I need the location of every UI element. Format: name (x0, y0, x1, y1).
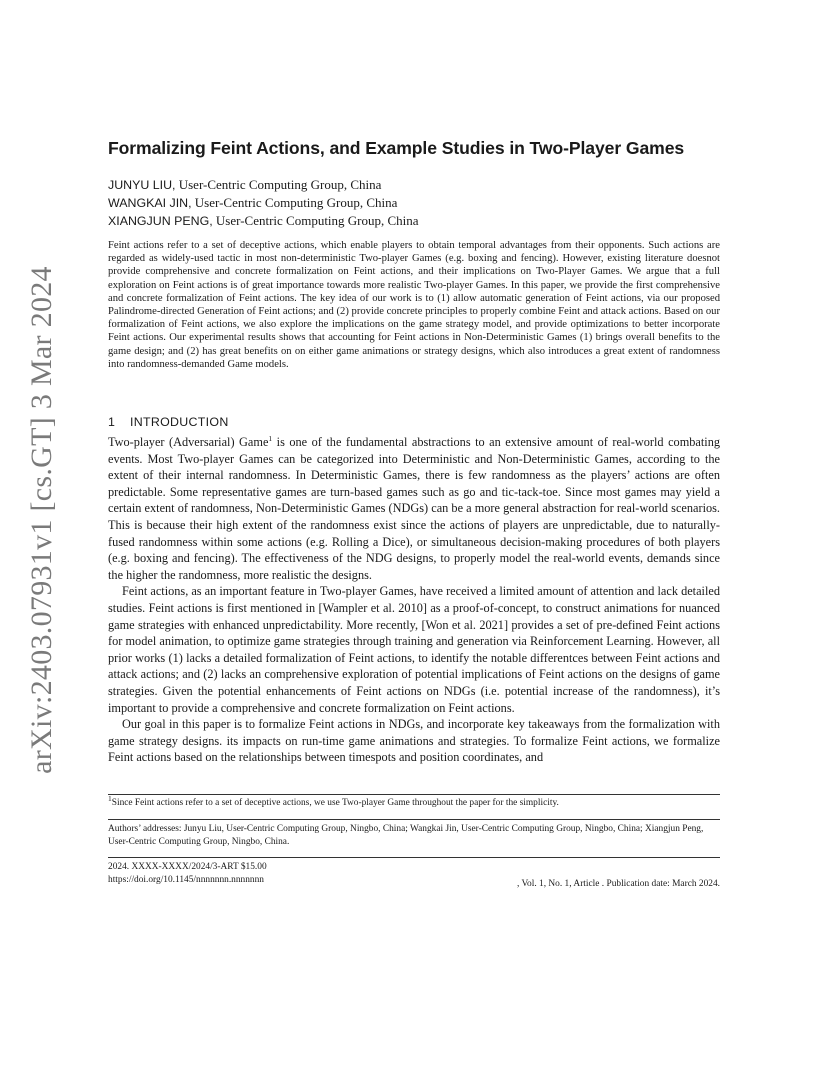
paragraph-3: Our goal in this paper is to formalize Feint actions in NDGs, and incorporate key takeaways from the formalization with game strategy designs. its impacts on run-time game animations and strategies. To formalize Feint actions, we formalize Feint actions based on the relationships between timespots and position coordinates, and (108, 717, 720, 765)
author-affiliation: User-Centric Computing Group, China (175, 177, 382, 192)
body-text (108, 434, 720, 766)
arxiv-stamp-text: arXiv:2403.07931v1 [cs.GT] 3 Mar 2024 (25, 266, 58, 774)
paragraph-text: is one of the fundamental abstractions to an extensive amount of real-world combating events. Most Two-player Games can be categorized into Deterministic and Non-Deterministic Games, according to the extent of their internal randomness. In Deterministic Games, there is few randomness as the players’ actions are often predictable. Some representative games are turn-based games such as go and tic-tack-toe. Since most games may yield a certain extent of randomness, Non-Deterministic Games (NDGs) can be a more general abstraction for real-world scenarios. This is because their high extent of the randomness exist since the actions of players are unpredictable, due to naturally-fused randomness within some actions (e.g. Rolling a Dice), or simultaneous decision-making procedures of both players (e.g. boxing and fencing). The effectiveness of the NDG designs, to properly model the real-world events, demands since the higher the randomness, more realistic the designs. (108, 435, 720, 582)
publication-info: , Vol. 1, No. 1, Article . Publication date: March 2024. (516, 879, 720, 889)
author-affiliation: User-Centric Computing Group, China (191, 195, 398, 210)
footnote-text: Since Feint actions refer to a set of deceptive actions, we use Two-player Game throughout the paper for the simplicity. (111, 798, 559, 808)
price-line: 2024. XXXX-XXXX/2024/3-ART $15.00 (108, 862, 267, 872)
section-title: INTRODUCTION (130, 415, 229, 429)
paragraph-1 (108, 434, 720, 583)
author-name: WANGKAI JIN, (108, 196, 192, 210)
author-list (108, 176, 720, 230)
author-name: JUNYU LIU, (108, 178, 176, 192)
section-heading (108, 415, 720, 429)
author-1 (108, 176, 720, 194)
author-3 (108, 212, 720, 230)
paragraph-2: Feint actions, as an important feature in Two-player Games, have received a limited amount of attention and lack detailed studies. Feint actions is first mentioned in [Wampler et al. 2010] as a proof-of-concept, to construct animations for nuanced game strategies with enhanced unpredictability. More recently, [Won et al. 2021] provides a set of pre-defined Feint actions for model animation, to optimize game strategies through training and generation via Reinforcement Learning. However, all prior works (1) lacks a detailed formalization of Feint actions, to identify the notable differentces between Feint actions and attack actions; and (2) lacks an comprehensive exploration of potential implications of Feint actions on the designs of game strategies. Given the potential enhancements of Feint actions on NDGs (i.e. potential increase of the randomness), it’s important to provide a comprehensive and concrete formalization on Feint actions. (108, 584, 720, 715)
paragraph-text: Two-player (Adversarial) Game (108, 435, 269, 449)
author-affiliation: User-Centric Computing Group, China (212, 213, 419, 228)
author-addresses: Authors’ addresses: Junyu Liu, User-Centric Computing Group, Ningbo, China; Wangkai Jin, User-Centric Computing Group, Ningbo, China; Xiangjun Peng, User-Centric Computing Group, Ningbo, China. (108, 824, 704, 847)
arxiv-stamp (22, 266, 62, 774)
doi-link[interactable]: https://doi.org/10.1145/nnnnnnn.nnnnnnn (108, 875, 264, 885)
footnote (108, 793, 720, 808)
abstract: Feint actions refer to a set of deceptive actions, which enable players to obtain temporal advantages from their opponents. Such actions are regarded as widely-used tactic in most non-deterministic Two-player Games (e.g. boxing and fencing). However, existing literature doesnot provide comprehensive and concrete formalization on Feint actions, and their implications on Two-Player Games. We argue that a full exploration on Feint actions is of great importance towards more realistic Two-player Games. In this paper, we provide the first comprehensive and concrete formalization of Feint actions. The key idea of our work is to (1) allow automatic generation of Feint actions, via our proposed Palindrome-directed Generation of Feint actions; and (2) provide concrete principles to properly combine Feint and attack actions. Based on our formalization of Feint actions, we also explore the implications on the game strategy model, and provide optimizations to better incorporate Feint actions. Our experimental results shows that accounting for Feint actions in Non-Deterministic Games (1) brings overall benefits to the game design; and (2) has great benefits on on either game animations or strategy designs, which also introduces a great extent of randomness into randomness-demanded Game models. (108, 240, 720, 370)
meta-divider (108, 857, 720, 858)
address-divider (108, 819, 720, 820)
footnote-divider (108, 794, 720, 795)
section-number: 1 (108, 415, 116, 429)
paper-title: Formalizing Feint Actions, and Example Studies in Two-Player Games (108, 138, 685, 158)
author-name: XIANGJUN PENG, (108, 214, 213, 228)
footnote-ref[interactable]: 1 (268, 433, 273, 443)
author-2 (108, 194, 720, 212)
footnote-mark: 1 (108, 793, 112, 803)
